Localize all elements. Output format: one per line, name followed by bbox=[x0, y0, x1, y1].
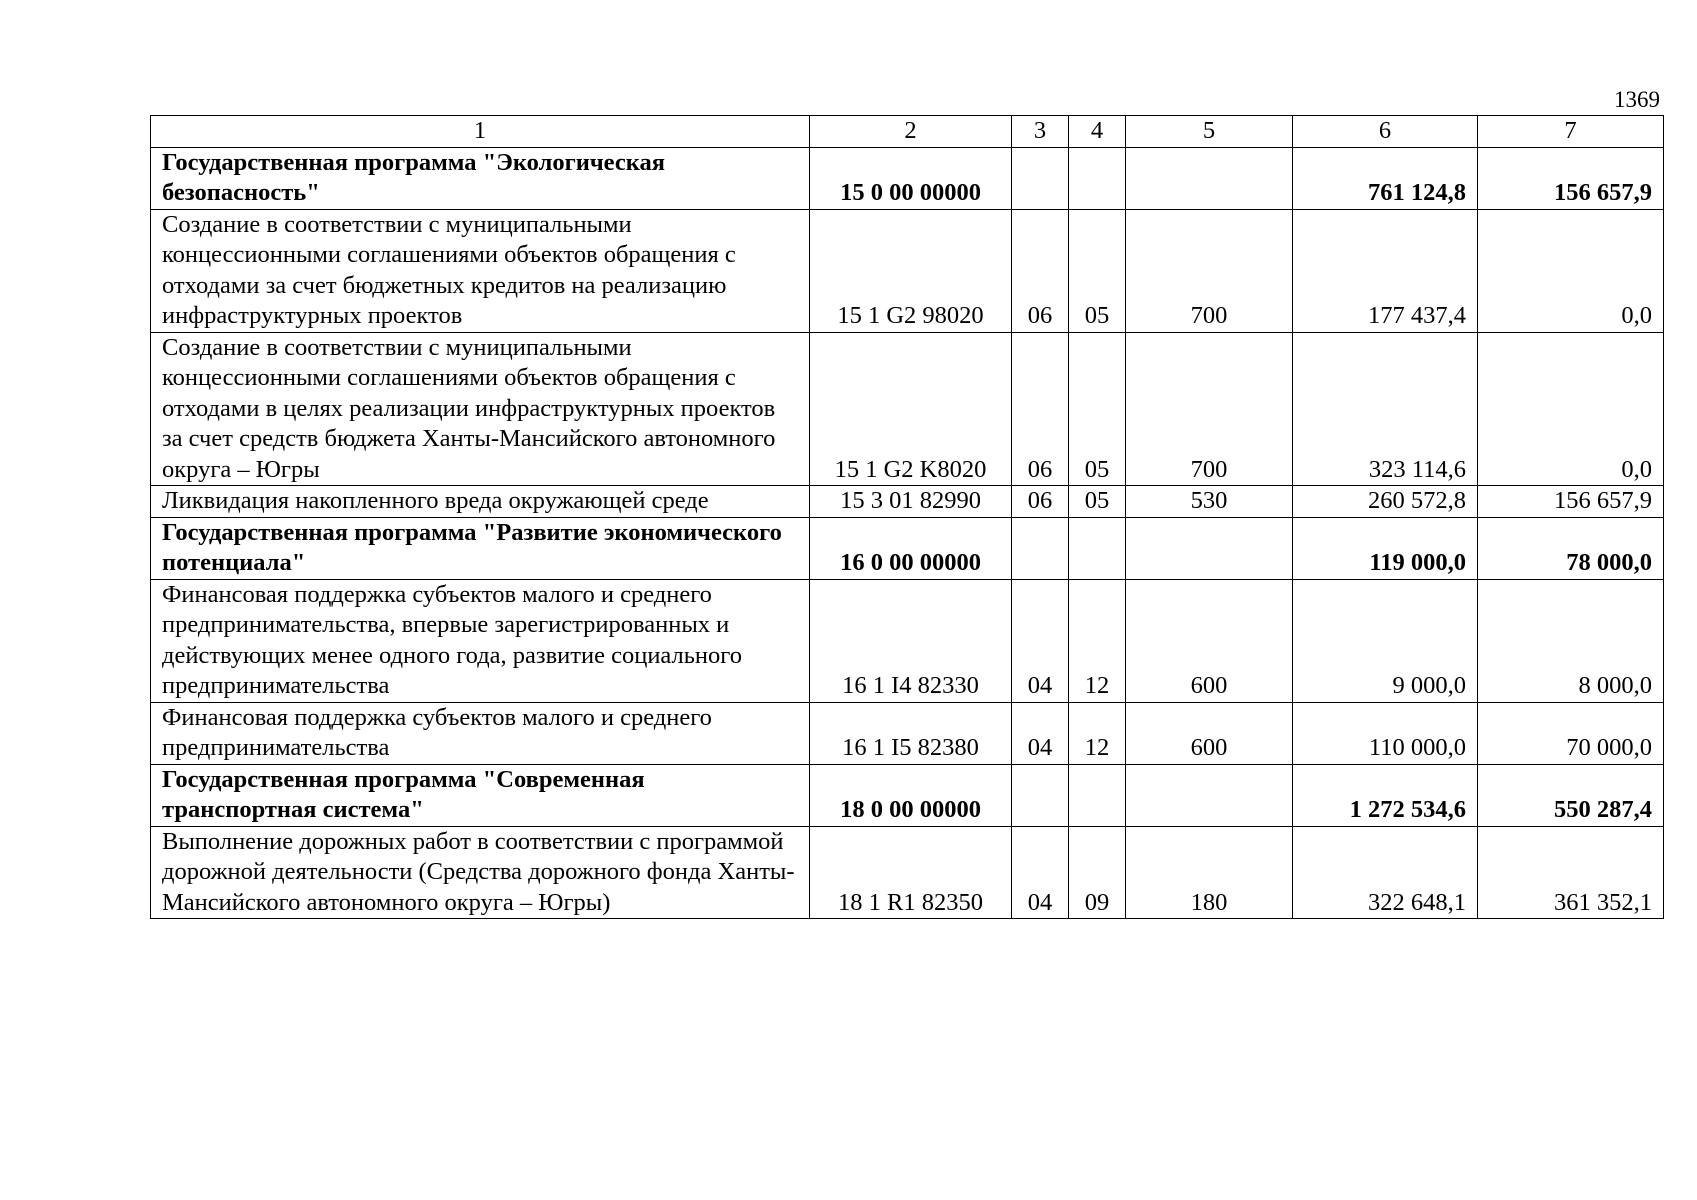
section-cell: 04 bbox=[1012, 702, 1069, 764]
amount-1-cell: 323 114,6 bbox=[1293, 332, 1478, 486]
header-cell: 4 bbox=[1069, 116, 1126, 148]
amount-2-cell: 156 657,9 bbox=[1478, 147, 1664, 209]
expense-type-cell: 600 bbox=[1126, 579, 1293, 702]
program-name-cell: Государственная программа "Экологическая безопасность" bbox=[151, 147, 810, 209]
amount-2-cell: 361 352,1 bbox=[1478, 826, 1664, 919]
subsection-cell: 05 bbox=[1069, 486, 1126, 518]
target-code-cell: 15 0 00 00000 bbox=[810, 147, 1012, 209]
target-code-cell: 18 1 R1 82350 bbox=[810, 826, 1012, 919]
amount-2-cell: 0,0 bbox=[1478, 332, 1664, 486]
table-row bbox=[151, 579, 1664, 702]
expense-type-cell bbox=[1126, 764, 1293, 826]
table-row bbox=[151, 826, 1664, 919]
table-row bbox=[151, 209, 1664, 332]
amount-1-cell: 260 572,8 bbox=[1293, 486, 1478, 518]
table-header-row bbox=[151, 116, 1664, 148]
amount-1-cell: 9 000,0 bbox=[1293, 579, 1478, 702]
expense-type-cell: 530 bbox=[1126, 486, 1293, 518]
expense-type-cell: 700 bbox=[1126, 332, 1293, 486]
section-cell: 06 bbox=[1012, 486, 1069, 518]
amount-1-cell: 119 000,0 bbox=[1293, 517, 1478, 579]
amount-2-cell: 8 000,0 bbox=[1478, 579, 1664, 702]
table-row bbox=[151, 486, 1664, 518]
table-row bbox=[151, 517, 1664, 579]
section-cell: 04 bbox=[1012, 579, 1069, 702]
amount-2-cell: 0,0 bbox=[1478, 209, 1664, 332]
subsection-cell bbox=[1069, 517, 1126, 579]
expense-type-cell bbox=[1126, 147, 1293, 209]
amount-1-cell: 322 648,1 bbox=[1293, 826, 1478, 919]
budget-table bbox=[150, 115, 1664, 919]
section-cell bbox=[1012, 517, 1069, 579]
subsection-cell: 12 bbox=[1069, 579, 1126, 702]
target-code-cell: 15 1 G2 98020 bbox=[810, 209, 1012, 332]
subsection-cell bbox=[1069, 147, 1126, 209]
target-code-cell: 15 1 G2 K8020 bbox=[810, 332, 1012, 486]
header-cell: 7 bbox=[1478, 116, 1664, 148]
table-row bbox=[151, 147, 1664, 209]
section-cell bbox=[1012, 147, 1069, 209]
subsection-cell bbox=[1069, 764, 1126, 826]
header-cell: 3 bbox=[1012, 116, 1069, 148]
table-row bbox=[151, 702, 1664, 764]
section-cell bbox=[1012, 764, 1069, 826]
amount-2-cell: 78 000,0 bbox=[1478, 517, 1664, 579]
program-name-cell: Государственная программа "Современная транспортная система" bbox=[151, 764, 810, 826]
item-name-cell: Создание в соответствии с муниципальными концессионными соглашениями объектов обращения с отходами в целях реализации инфраструктурных проектов за счет средств бюджета Ханты-Мансийского автономного округа – Югры bbox=[151, 332, 810, 486]
subsection-cell: 05 bbox=[1069, 332, 1126, 486]
header-cell: 2 bbox=[810, 116, 1012, 148]
header-cell: 6 bbox=[1293, 116, 1478, 148]
amount-1-cell: 110 000,0 bbox=[1293, 702, 1478, 764]
expense-type-cell bbox=[1126, 517, 1293, 579]
item-name-cell: Финансовая поддержка субъектов малого и среднего предпринимательства, впервые зарегистрированных и действующих менее одного года, развитие социального предпринимательства bbox=[151, 579, 810, 702]
section-cell: 06 bbox=[1012, 209, 1069, 332]
amount-2-cell: 156 657,9 bbox=[1478, 486, 1664, 518]
item-name-cell: Ликвидация накопленного вреда окружающей среде bbox=[151, 486, 810, 518]
expense-type-cell: 600 bbox=[1126, 702, 1293, 764]
amount-2-cell: 550 287,4 bbox=[1478, 764, 1664, 826]
target-code-cell: 18 0 00 00000 bbox=[810, 764, 1012, 826]
item-name-cell: Финансовая поддержка субъектов малого и среднего предпринимательства bbox=[151, 702, 810, 764]
target-code-cell: 16 1 I4 82330 bbox=[810, 579, 1012, 702]
target-code-cell: 16 1 I5 82380 bbox=[810, 702, 1012, 764]
expense-type-cell: 180 bbox=[1126, 826, 1293, 919]
amount-1-cell: 761 124,8 bbox=[1293, 147, 1478, 209]
item-name-cell: Выполнение дорожных работ в соответствии с программой дорожной деятельности (Средства дорожного фонда Ханты-Мансийского автономного округа – Югры) bbox=[151, 826, 810, 919]
amount-1-cell: 1 272 534,6 bbox=[1293, 764, 1478, 826]
program-name-cell: Государственная программа "Развитие экономического потенциала" bbox=[151, 517, 810, 579]
table-row bbox=[151, 332, 1664, 486]
target-code-cell: 15 3 01 82990 bbox=[810, 486, 1012, 518]
table-row bbox=[151, 764, 1664, 826]
section-cell: 04 bbox=[1012, 826, 1069, 919]
subsection-cell: 12 bbox=[1069, 702, 1126, 764]
section-cell: 06 bbox=[1012, 332, 1069, 486]
target-code-cell: 16 0 00 00000 bbox=[810, 517, 1012, 579]
subsection-cell: 09 bbox=[1069, 826, 1126, 919]
item-name-cell: Создание в соответствии с муниципальными концессионными соглашениями объектов обращения с отходами за счет бюджетных кредитов на реализацию инфраструктурных проектов bbox=[151, 209, 810, 332]
header-cell: 1 bbox=[151, 116, 810, 148]
amount-1-cell: 177 437,4 bbox=[1293, 209, 1478, 332]
page-number: 1369 bbox=[1614, 87, 1660, 112]
header-cell: 5 bbox=[1126, 116, 1293, 148]
amount-2-cell: 70 000,0 bbox=[1478, 702, 1664, 764]
expense-type-cell: 700 bbox=[1126, 209, 1293, 332]
subsection-cell: 05 bbox=[1069, 209, 1126, 332]
